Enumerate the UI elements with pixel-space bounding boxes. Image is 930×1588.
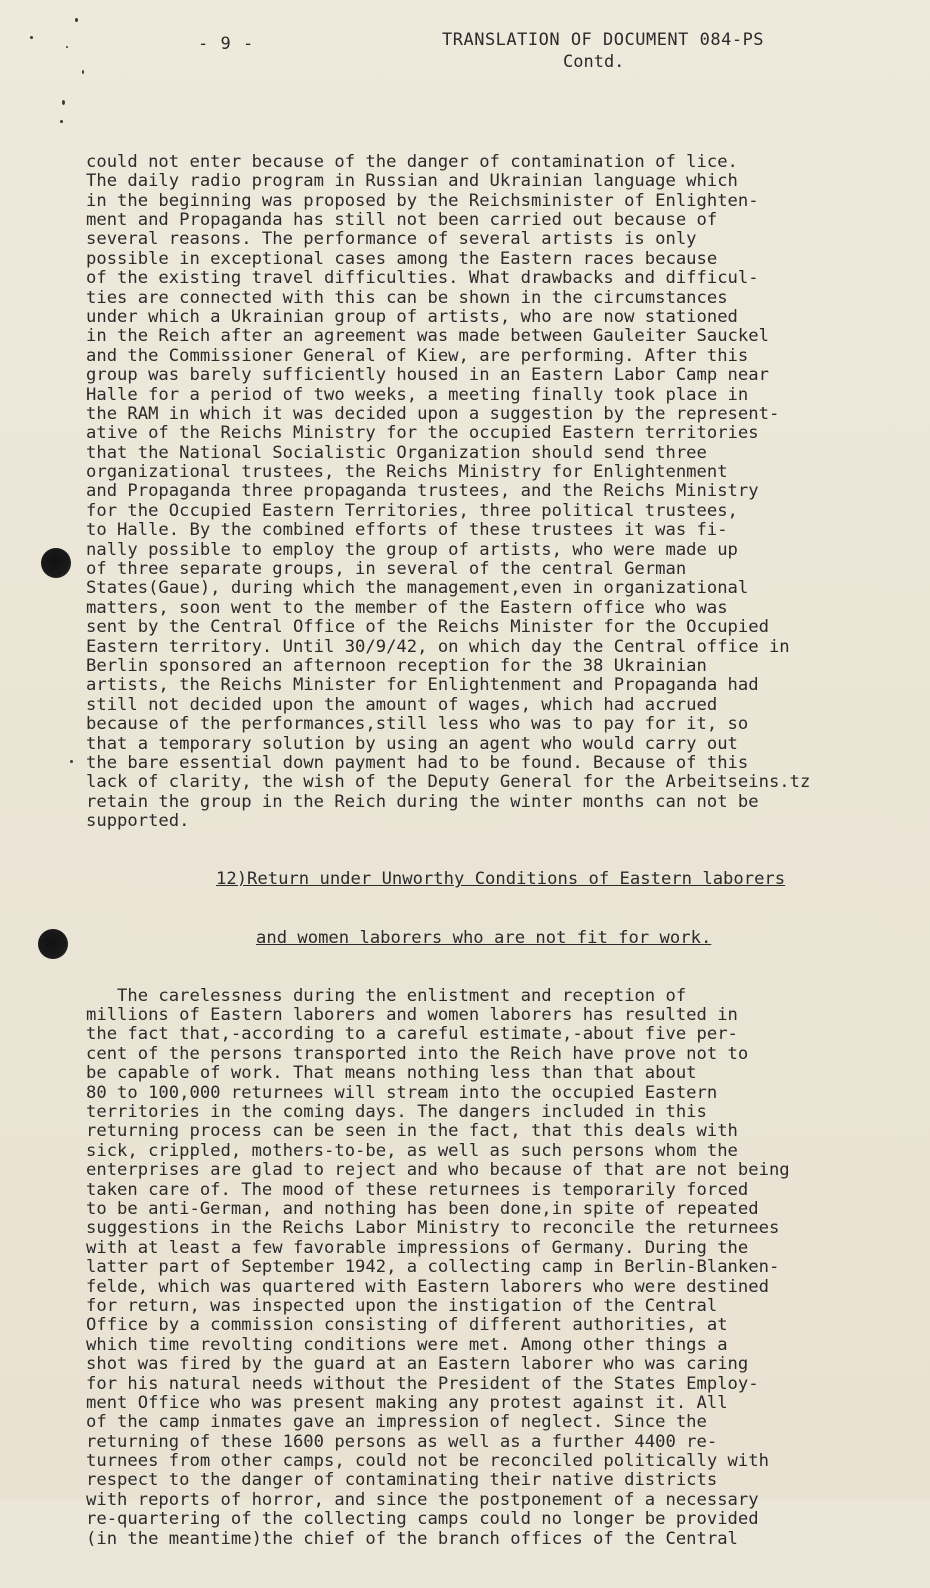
continued-label: Contd. (563, 52, 625, 72)
text-line: could not enter because of the danger of contamination of lice. (86, 151, 738, 172)
text-line: shot was fired by the guard at an Eastern laborer who was caring (86, 1354, 749, 1375)
text-line: the RAM in which it was decided upon a suggestion by the represent- (86, 403, 780, 424)
text-line: suggestions in the Reichs Labor Ministry to reconcile the returnees (86, 1218, 780, 1239)
text-line: Eastern territory. Until 30/9/42, on which day the Central office in (86, 636, 790, 657)
text-line: ative of the Reichs Ministry for the occupied Eastern territories (86, 423, 759, 444)
text-line: for his natural needs without the President of the States Employ- (86, 1373, 759, 1394)
text-line: that a temporary solution by using an agent who would carry out (86, 733, 738, 754)
text-line: group was barely sufficiently housed in an Eastern Labor Camp near (86, 365, 769, 386)
text-line: artists, the Reichs Minister for Enlightenment and Propaganda had (86, 675, 759, 696)
paper-speck (66, 46, 68, 48)
text-line: nally possible to employ the group of artists, who were made up (86, 539, 738, 560)
text-line: still not decided upon the amount of wages, which had accrued (86, 694, 718, 715)
text-line: ties are connected with this can be shown in the circumstances (86, 287, 728, 308)
text-line: retain the group in the Reich during the winter months can not be (86, 791, 759, 812)
paragraph-one (86, 153, 876, 832)
text-line: for return, was inspected upon the instigation of the Central (86, 1295, 718, 1316)
punch-hole-bottom (38, 929, 68, 959)
paper-speck (75, 18, 78, 22)
text-line: lack of clarity, the wish of the Deputy General for the Arbeitseins.tz (86, 772, 811, 793)
text-line: with at least a few favorable impressions of Germany. During the (86, 1237, 749, 1258)
text-line: felde, which was quartered with Eastern laborers who were destined (86, 1276, 769, 1297)
text-line: organizational trustees, the Reichs Ministry for Enlightenment (86, 462, 728, 483)
paper-speck (82, 70, 84, 74)
text-line: and Propaganda three propaganda trustees, and the Reichs Ministry (86, 481, 759, 502)
text-line: of the camp inmates gave an impression of neglect. Since the (86, 1412, 707, 1433)
text-line: the bare essential down payment had to be found. Because of this (86, 752, 749, 773)
section-heading-line-1: 12)Return under Unworthy Conditions of Eastern laborers (216, 869, 786, 890)
text-line: to be anti-German, and nothing has been done,in spite of repeated (86, 1199, 759, 1219)
text-line: matters, soon went to the member of the Eastern office who was (86, 597, 728, 618)
text-line: of the existing travel difficulties. What drawbacks and difficul- (86, 268, 759, 289)
text-line: that the National Socialistic Organization should send three (86, 442, 707, 463)
text-line: (in the meantime)the chief of the branch offices of the Central (86, 1528, 738, 1549)
body-text (86, 114, 876, 1588)
text-line: in the beginning was proposed by the Reichsminister of Enlighten- (86, 190, 759, 211)
paper-speck (70, 760, 73, 763)
text-line: turnees from other camps, could not be reconciled politically with (86, 1451, 769, 1472)
text-line: several reasons. The performance of several artists is only (86, 229, 697, 250)
text-line: and the Commissioner General of Kiew, are performing. After this (86, 345, 749, 366)
text-line: returning of these 1600 persons as well as a further 4400 re- (86, 1431, 718, 1452)
text-line: which time revolting conditions were met. Among other things a (86, 1334, 728, 1355)
paper-speck (62, 100, 65, 105)
text-line: possible in exceptional cases among the Eastern races because (86, 248, 718, 269)
text-line: taken care of. The mood of these returnees is temporarily forced (86, 1179, 749, 1200)
text-line: returning process can be seen in the fact, that this deals with (86, 1121, 738, 1142)
text-line: of three separate groups, in several of the central German (86, 559, 687, 580)
text-line: because of the performances,still less who was to pay for it, so (86, 714, 749, 735)
section-heading-line-2: and women laborers who are not fit for work. (256, 927, 712, 948)
text-line: Berlin sponsored an afternoon reception for the 38 Ukrainian (86, 655, 707, 676)
text-line: in the Reich after an agreement was made between Gauleiter Sauckel (86, 326, 769, 347)
text-line: Halle for a period of two weeks, a meeting finally took place in (86, 384, 749, 405)
text-line: 80 to 100,000 returnees will stream into the occupied Eastern (86, 1082, 718, 1103)
text-line: millions of Eastern laborers and women laborers has resulted in (86, 1005, 738, 1026)
text-line: for the Occupied Eastern Territories, three political trustees, (86, 500, 738, 521)
text-line: sick, crippled, mothers-to-be, as well as such persons whom the (86, 1140, 738, 1161)
text-line: under which a Ukrainian group of artists, who are now stationed (86, 306, 738, 327)
paragraph-two (86, 987, 876, 1549)
text-line: The carelessness during the enlistment and reception of (86, 985, 687, 1006)
paper-speck (30, 36, 33, 39)
text-line: to Halle. By the combined efforts of these trustees it was fi- (86, 520, 728, 541)
text-line: ment and Propaganda has still not been carried out because of (86, 209, 718, 230)
text-line: enterprises are glad to reject and who because of that are not being (86, 1160, 790, 1181)
text-line: re-quartering of the collecting camps could no longer be provided (86, 1509, 759, 1530)
punch-hole-top (41, 548, 71, 578)
document-title: TRANSLATION OF DOCUMENT 084-PS (442, 30, 765, 50)
text-line: the fact that,-according to a careful estimate,-about five per- (86, 1024, 738, 1045)
text-line: be capable of work. That means nothing less than that about (86, 1063, 697, 1084)
text-line: cent of the persons transported into the Reich have prove not to (86, 1043, 749, 1064)
text-line: Office by a commission consisting of different authorities, at (86, 1315, 728, 1336)
text-line: The daily radio program in Russian and Ukrainian language which (86, 171, 738, 192)
text-line: States(Gaue), during which the management,even in organizational (86, 578, 749, 599)
page-number: - 9 - (198, 34, 255, 54)
text-line: ment Office who was present making any protest against it. All (86, 1392, 728, 1413)
text-line: respect to the danger of contaminating their native districts (86, 1470, 718, 1491)
text-line: with reports of horror, and since the postponement of a necessary (86, 1489, 759, 1510)
text-line: supported. (86, 811, 190, 832)
paper-speck (60, 120, 63, 123)
text-line: territories in the coming days. The dangers included in this (86, 1102, 707, 1123)
text-line: sent by the Central Office of the Reichs Minister for the Occupied (86, 617, 769, 638)
text-line: latter part of September 1942, a collecting camp in Berlin-Blanken- (86, 1257, 780, 1278)
